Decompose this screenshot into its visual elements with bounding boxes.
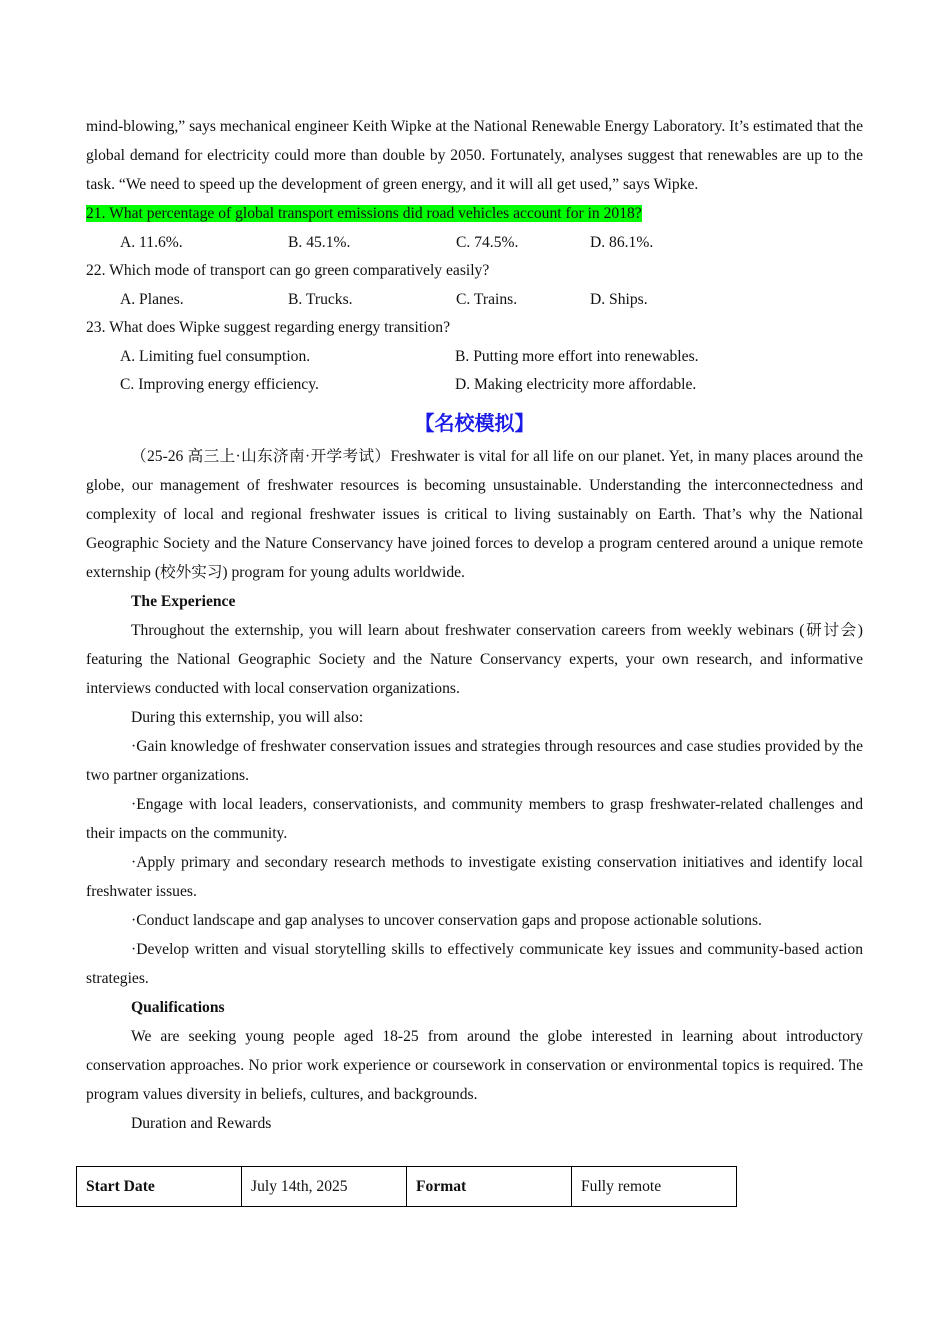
bullet-item: ·Develop written and visual storytelling skills to effectively communicate key issues and community-based action strategies. — [86, 941, 863, 987]
option: A. 11.6%. — [120, 233, 183, 251]
option: D. Ships. — [590, 290, 648, 308]
bullet-item: ·Conduct landscape and gap analyses to uncover conservation gaps and propose actionable solutions. — [131, 912, 762, 929]
question-22-stem: 22. Which mode of transport can go green comparatively easily? — [86, 262, 490, 279]
start-date-label: Start Date — [77, 1167, 242, 1207]
question-21-options — [86, 228, 863, 256]
passage-intro — [86, 442, 863, 587]
option: D. Making electricity more affordable. — [455, 375, 697, 393]
highlighted-question: 21. What percentage of global transport emissions did road vehicles account for in 2018? — [86, 205, 642, 222]
duration-heading: Duration and Rewards — [131, 1115, 272, 1132]
option: C. Trains. — [456, 290, 518, 308]
option: A. Limiting fuel consumption. — [120, 347, 311, 365]
qualifications-text: We are seeking young people aged 18-25 from around the globe interested in learning about introductory conservation approaches. No prior work experience or coursework in conservation or environmental topics is required. The program values diversity in beliefs, cultures, and backgrounds. — [86, 1028, 863, 1103]
intro-paragraph: mind-blowing,” says mechanical engineer Keith Wipke at the National Renewable Energy Laboratory. It’s estimated that the global demand for electricity could more than double by 2050. Fortunately, analyses suggest that renewables are up to the task. “We need to speed up the development of green energy, and it will all get used,” says Wipke. — [86, 118, 863, 193]
option: C. Improving energy efficiency. — [120, 375, 319, 393]
document-page — [86, 112, 863, 1138]
passage-intro-text: Freshwater is vital for all life on our planet. Yet, in many places around the globe, our management of freshwater resources is becoming unsustainable. Understanding the interconnectedness and complexity of local and regional freshwater issues is critical to living sustainably on Earth. That’s why the National Geographic Society and the Nature Conservancy have joined forces to develop a program centered around a unique remote externship (校外实习) program for young adults worldwide. — [86, 448, 863, 581]
qualifications-heading: Qualifications — [131, 999, 225, 1016]
question-23-options-row2 — [86, 370, 863, 398]
program-table — [76, 1166, 737, 1207]
experience-heading: The Experience — [131, 593, 236, 610]
option: B. Trucks. — [288, 290, 353, 308]
format-value: Fully remote — [572, 1167, 737, 1207]
option: A. Planes. — [120, 290, 184, 308]
bullet-item: ·Apply primary and secondary research methods to investigate existing conservation initiatives and identify local freshwater issues. — [86, 854, 863, 900]
bullet-item: ·Engage with local leaders, conservationists, and community members to grasp freshwater-related challenges and their impacts on the community. — [86, 796, 863, 842]
table-row — [77, 1167, 737, 1207]
section-heading: 【名校模拟】 — [414, 411, 535, 435]
bullet-item: ·Gain knowledge of freshwater conservation issues and strategies through resources and case studies provided by the two partner organizations. — [86, 738, 863, 784]
question-22-options — [86, 285, 863, 313]
option: B. 45.1%. — [288, 233, 351, 251]
start-date-value: July 14th, 2025 — [242, 1167, 407, 1207]
experience-text: Throughout the externship, you will learn about freshwater conservation careers from weekly webinars (研讨会) featuring the National Geographic Society and the Nature Conservancy experts, your own research, and informative interviews conducted with local conservation organizations. — [86, 622, 863, 697]
format-label: Format — [407, 1167, 572, 1207]
option: B. Putting more effort into renewables. — [455, 347, 699, 365]
question-23-options-row1 — [86, 342, 863, 370]
option: C. 74.5%. — [456, 233, 519, 251]
question-23-stem: 23. What does Wipke suggest regarding energy transition? — [86, 319, 451, 336]
option: D. 86.1%. — [590, 233, 654, 251]
question-21-stem — [86, 199, 863, 228]
also-line: During this externship, you will also: — [131, 709, 364, 726]
passage-source: （25-26 高三上·山东济南·开学考试） — [131, 448, 391, 465]
